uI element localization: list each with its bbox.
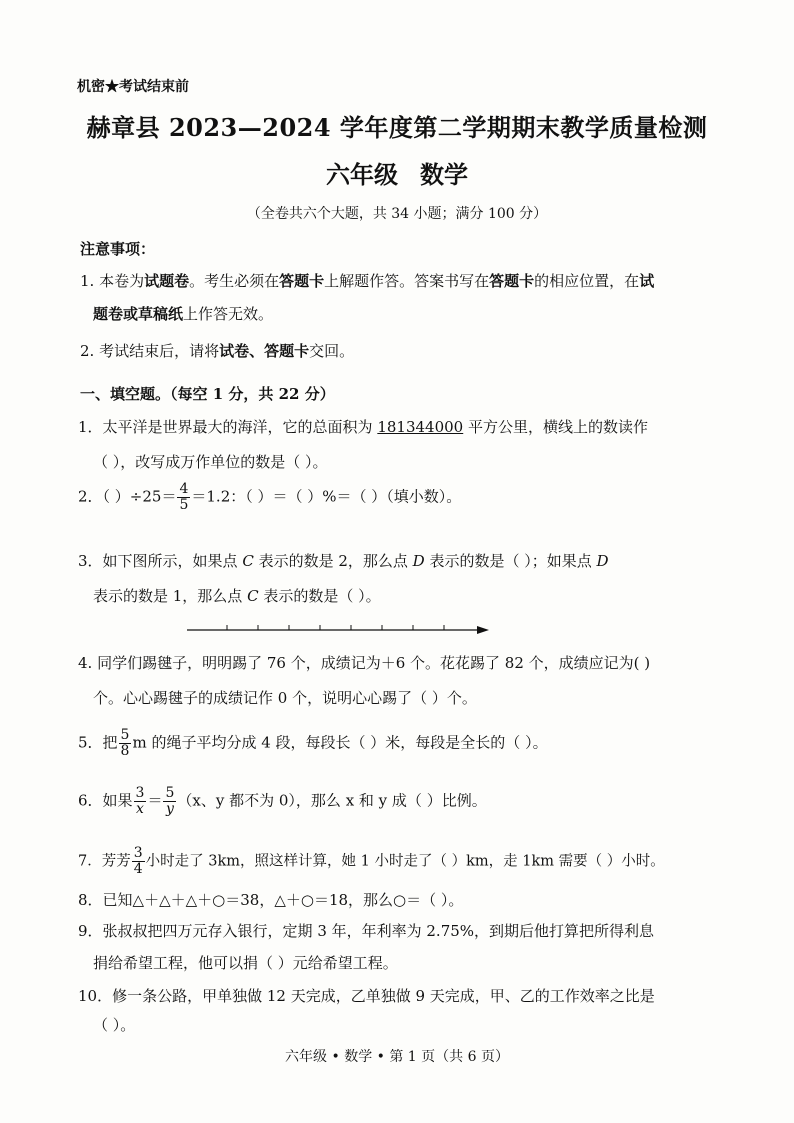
text: 小时走了 3km，照这样计算，她 1 小时走了（ ）km，走 1km 需要（ ）小时。 <box>145 853 665 870</box>
denominator: x <box>136 801 144 817</box>
text: ＝1.2：（ ）＝（ ）%＝（ ）（填小数）。 <box>191 487 462 506</box>
question-10-line-2: （ ）。 <box>93 1016 136 1034</box>
question-9-line-2: 捐给希望工程，他可以捐（ ）元给希望工程。 <box>93 954 398 972</box>
fraction <box>134 786 147 817</box>
notice-heading: 注意事项： <box>80 240 156 258</box>
numerator: 3 <box>135 785 145 801</box>
text: 上解题作答。答案书写在 <box>324 272 490 290</box>
denominator: 5 <box>179 497 189 513</box>
text: 1. 本卷为 <box>80 272 145 290</box>
question-10: 10．修一条公路，甲单独做 12 天完成，乙单独做 9 天完成，甲、乙的工作效率之比是 <box>78 987 655 1005</box>
text: 3．如下图所示，如果点 <box>78 552 243 570</box>
numerator: 5 <box>165 785 175 801</box>
point-label: D <box>596 552 609 570</box>
text: 6．如果 <box>78 791 133 810</box>
number-line <box>185 620 495 648</box>
fraction <box>163 786 176 817</box>
text: 7．芳芳 <box>78 853 131 870</box>
equals-sign: ＝ <box>147 791 163 810</box>
text: m 的绳子平均分成 4 段，每段长（ ）米，每段是全长的（ ）。 <box>132 733 548 752</box>
bold-text: 答题卡 <box>279 272 325 290</box>
text: 2．（ ）÷25＝ <box>78 487 177 506</box>
page-footer: 六年级 • 数学 • 第 1 页（共 6 页） <box>285 1049 509 1065</box>
bold-text: 题卷或草稿纸 <box>93 305 184 323</box>
text: 。考生必须在 <box>189 272 280 290</box>
point-label: C <box>242 552 254 570</box>
question-8: 8．已知△＋△＋△＋○＝38，△＋○＝18，那么○＝（ ）。 <box>78 891 464 909</box>
text: 表示的数是（ ）。 <box>258 587 381 605</box>
denominator: 4 <box>133 861 143 877</box>
text: 的相应位置，在 <box>534 272 640 290</box>
confidential-label: 机密★考试结束前 <box>77 79 189 95</box>
text: 平方公里，横线上的数读作 <box>463 418 649 436</box>
text: 表示的数是（ ）；如果点 <box>424 552 597 570</box>
question-3 <box>78 550 609 571</box>
point-label: C <box>247 587 259 605</box>
section-heading: 一、填空题。（每空 1 分，共 22 分） <box>80 385 335 403</box>
numerator: 4 <box>179 481 189 497</box>
notice-item-2 <box>80 340 354 361</box>
text: 表示的数是 1，那么点 <box>93 587 248 605</box>
bold-text: 试题卷 <box>144 272 190 290</box>
question-4-line-2: 个。心心踢毽子的成绩记作 0 个，说明心心踢了（ ）个。 <box>93 689 477 707</box>
question-1 <box>78 416 648 437</box>
exam-scope: （全卷共六个大题，共 34 小题；满分 100 分） <box>246 206 548 222</box>
text: 5．把 <box>78 733 118 752</box>
text: 交回。 <box>309 342 355 360</box>
question-2 <box>78 482 461 513</box>
text: 上作答无效。 <box>183 305 274 323</box>
text: （x、y 都不为 0），那么 x 和 y 成（ ）比例。 <box>177 791 487 810</box>
text: 表示的数是 2，那么点 <box>253 552 413 570</box>
denominator: y <box>165 801 174 817</box>
subject-label: 数学 <box>420 160 468 189</box>
notice-item-1-cont <box>93 303 273 324</box>
bold-text: 试 <box>639 272 655 290</box>
question-1-line-2: （ ），改写成万作单位的数是（ ）。 <box>93 453 328 471</box>
text: 2. 考试结束后，请将 <box>80 342 220 360</box>
subject-heading <box>0 155 794 190</box>
question-4: 4. 同学们踢毽子，明明踢了 76 个，成绩记为＋6 个。花花踢了 82 个，成绩应记为( ) <box>78 654 651 672</box>
point-label: D <box>412 552 425 570</box>
bold-text: 试卷、答题卡 <box>219 342 310 360</box>
notice-item-1 <box>80 270 654 291</box>
numerator: 5 <box>120 727 130 743</box>
question-7 <box>78 846 665 877</box>
denominator: 8 <box>120 743 130 759</box>
question-3-line-2 <box>93 585 381 606</box>
underlined-number: 181344000 <box>377 418 464 436</box>
grade-label: 六年级 <box>326 160 398 189</box>
fraction <box>177 482 190 513</box>
question-6 <box>78 786 487 817</box>
exam-title: 赫章县 2023—2024 学年度第二学期期末教学质量检测 <box>86 113 708 142</box>
question-9: 9．张叔叔把四万元存入银行，定期 3 年，年利率为 2.75%，到期后他打算把所得利息 <box>78 922 655 940</box>
bold-text: 答题卡 <box>489 272 535 290</box>
text: 1．太平洋是世界最大的海洋，它的总面积为 <box>78 418 378 436</box>
fraction <box>132 846 145 877</box>
question-5 <box>78 728 548 759</box>
fraction <box>119 728 132 759</box>
numerator: 3 <box>133 845 143 861</box>
arrow-head <box>477 626 489 634</box>
